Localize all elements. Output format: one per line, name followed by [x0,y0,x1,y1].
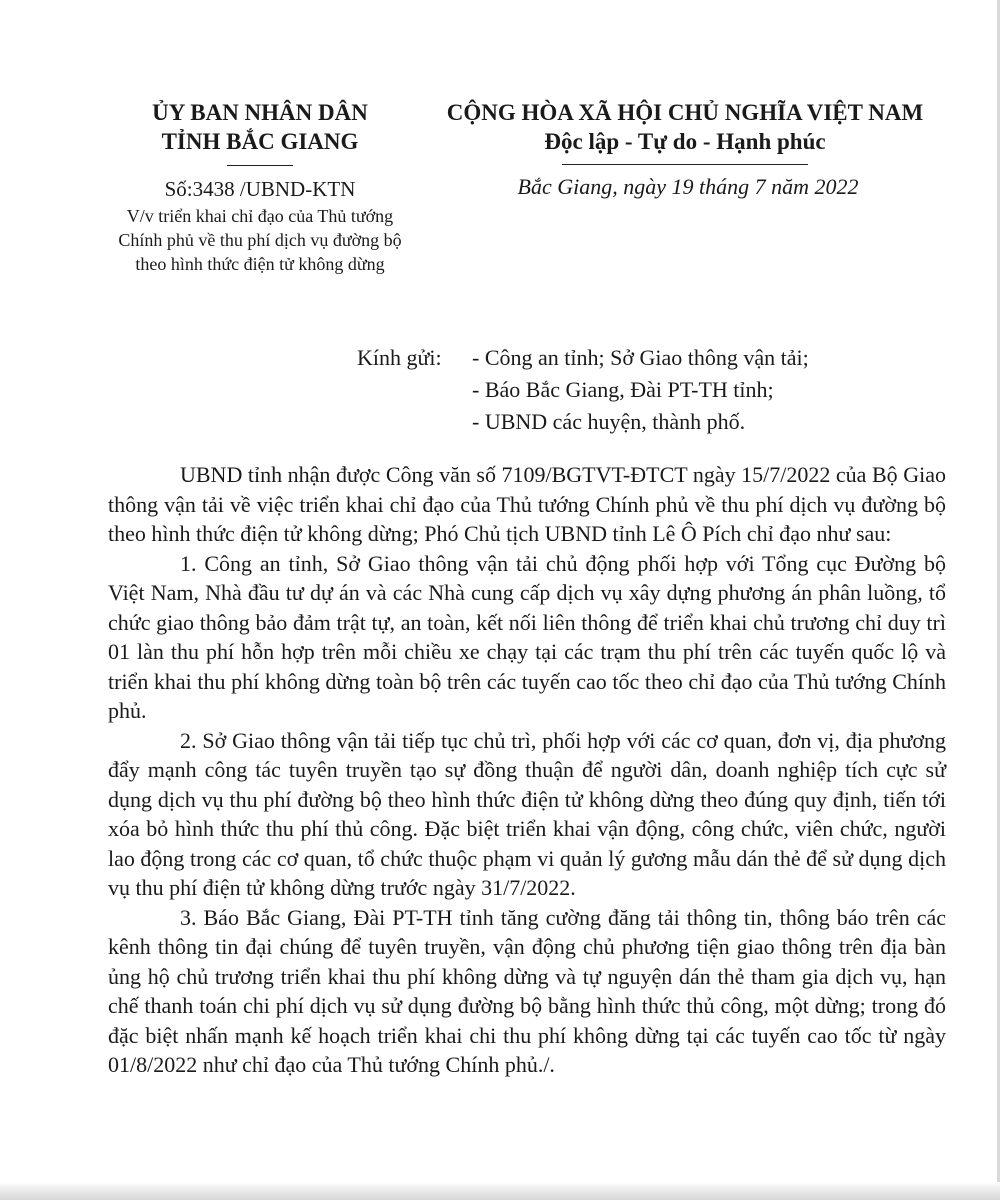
recipient-item: - Báo Bắc Giang, Đài PT-TH tỉnh; [472,377,774,402]
recipient-item: - UBND các huyện, thành phố. [472,409,746,434]
recipient-row [357,342,809,374]
authority-name-line2: TỈNH BẮC GIANG [161,129,359,154]
document-subject: V/v triển khai chỉ đạo của Thủ tướng Chính phủ về thu phí dịch vụ đường bộ theo hình thức điện tử không dừng [118,206,402,274]
national-title-block [420,98,950,201]
document-body [108,460,946,1080]
recipients-block [357,342,809,438]
issuing-authority-block [110,98,410,276]
authority-underline [227,165,293,166]
recipient-row [357,374,809,406]
national-title: CỘNG HÒA XÃ HỘI CHỦ NGHĨA VIỆT NAM [446,100,924,125]
authority-name-line1: ỦY BAN NHÂN DÂN [152,100,368,125]
recipient-item: - Công an tỉnh; Sở Giao thông vận tải; [472,345,809,370]
body-paragraph-3: 3. Báo Bắc Giang, Đài PT-TH tỉnh tăng cường đăng tải thông tin, thông báo trên các kênh thông tin đại chúng để tuyên truyền, vận động chủ phương tiện giao thông trên địa bàn ủng hộ chủ trương triển khai thu phí không dừng và tự nguyện dán thẻ tham gia dịch vụ, hạn chế thanh toán chi phí dịch vụ sử dụng đường bộ bằng hình thức thủ công, một dừng; trong đó đặc biệt nhấn mạnh kế hoạch triển khai chi thu phí không dừng tại các tuyến cao tốc từ ngày 01/8/2022 như chỉ đạo của Thủ tướng Chính phủ./. [108,904,946,1077]
place-date-line: Bắc Giang, ngày 19 tháng 7 năm 2022 [517,174,859,199]
recipients-label: Kính gửi: [357,345,442,370]
body-paragraph-2: 2. Sở Giao thông vận tải tiếp tục chủ trì, phối hợp với các cơ quan, đơn vị, địa phương đẩy mạnh công tác tuyên truyền tạo sự đồng thuận để người dân, doanh nghiệp tích cực sử dụng dịch vụ thu phí đường bộ theo hình thức điện tử không dừng theo đúng quy định, tiến tới xóa bỏ hình thức thu phí thủ công. Đặc biệt triển khai vận động, công chức, viên chức, người lao động trong các cơ quan, tổ chức thuộc phạm vi quản lý gương mẫu dán thẻ để sử dụng dịch vụ thu phí điện tử không dừng trước ngày 31/7/2022. [108,727,946,900]
page-bottom-shadow [0,1182,1000,1200]
document-number: Số:3438 /UBND-KTN [164,177,356,201]
national-motto: Độc lập - Tự do - Hạnh phúc [544,129,826,154]
motto-underline [562,164,808,165]
body-paragraph-intro: UBND tỉnh nhận được Công văn số 7109/BGTVT-ĐTCT ngày 15/7/2022 của Bộ Giao thông vận tải về việc triển khai chỉ đạo của Thủ tướng Chính phủ về thu phí dịch vụ đường bộ theo hình thức điện tử không dừng; Phó Chủ tịch UBND tỉnh Lê Ô Pích chỉ đạo như sau: [108,462,946,546]
recipient-row [357,406,809,438]
body-paragraph-1: 1. Công an tỉnh, Sở Giao thông vận tải chủ động phối hợp với Tổng cục Đường bộ Việt Nam, Nhà đầu tư dự án và các Nhà cung cấp dịch vụ xây dựng phương án phân luồng, tổ chức giao thông bảo đảm trật tự, an toàn, kết nối liên thông để triển khai chủ trương chỉ duy trì 01 làn thu phí hỗn hợp trên mỗi chiều xe chạy tại các trạm thu phí trên các tuyến quốc lộ và triển khai thu phí không dừng toàn bộ trên các tuyến cao tốc theo chỉ đạo của Thủ tướng Chính phủ. [108,550,946,723]
